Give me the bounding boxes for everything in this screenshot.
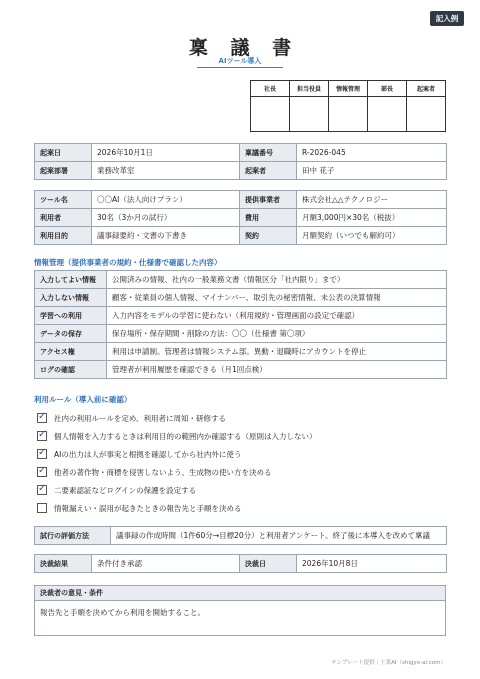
rule-item <box>34 445 446 463</box>
approval-role: 部長 <box>368 81 407 97</box>
approval-role: 情報管理 <box>329 81 368 97</box>
checkbox[interactable] <box>37 467 47 477</box>
field-label: ログの確認 <box>35 361 107 379</box>
field-label: ツール名 <box>35 191 92 209</box>
info-section-heading: 情報管理（提供事業者の規約・仕様書で確認した内容） <box>34 258 222 267</box>
field-value[interactable]: 2026年10月8日 <box>297 555 447 573</box>
field-label: 入力しない情報 <box>35 289 107 307</box>
field-label: 入力してよい情報 <box>35 271 107 289</box>
stamp-box[interactable] <box>290 97 329 132</box>
stamp-box[interactable] <box>329 97 368 132</box>
field-value[interactable]: 利用は申請制。管理者は情報システム部。異動・退職時にアカウントを停止 <box>107 343 447 361</box>
basic-info-table <box>34 143 447 180</box>
field-value[interactable]: 公開済みの情報、社内の一般業務文書（情報区分「社内限り」まで） <box>107 271 447 289</box>
field-label: 稟議番号 <box>240 144 297 162</box>
field-label: 学習への利用 <box>35 307 107 325</box>
field-label: 起案者 <box>240 162 297 180</box>
rule-item <box>34 481 446 499</box>
stamp-box[interactable] <box>407 97 446 132</box>
rule-text: AIの出力は人が事実と根拠を確認してから社内外に使う <box>54 449 242 459</box>
rule-text: 他者の著作物・商標を侵害しないよう、生成物の使い方を決める <box>54 467 272 477</box>
field-value[interactable]: 入力内容をモデルの学習に使わない（利用規約・管理画面の設定で確認） <box>107 307 447 325</box>
rule-item <box>34 463 446 481</box>
subtitle-underline <box>197 67 283 68</box>
approval-role: 担当役員 <box>290 81 329 97</box>
checkbox[interactable] <box>37 431 47 441</box>
field-value[interactable]: R-2026-045 <box>297 144 447 162</box>
field-value[interactable]: 業務改革室 <box>92 162 240 180</box>
approval-stamp-table <box>250 80 446 132</box>
sample-badge: 記入例 <box>430 11 464 26</box>
field-value[interactable]: 顧客・従業員の個人情報、マイナンバー、取引先の秘密情報、未公表の決算情報 <box>107 289 447 307</box>
checkbox[interactable] <box>37 485 47 495</box>
field-label: 決裁者の意見・条件 <box>35 586 445 601</box>
field-label: 決裁結果 <box>35 555 92 573</box>
field-value[interactable]: 議事録の作成時間（1件60分→目標20分）と利用者アンケート。終了後に本導入を改めて稟議 <box>111 527 447 545</box>
field-label: 費用 <box>240 209 297 227</box>
rules-checklist <box>34 409 446 517</box>
field-value[interactable]: 月額契約（いつでも解約可） <box>297 227 447 245</box>
rule-text: 社内の利用ルールを定め、利用者に周知・研修する <box>54 413 227 423</box>
field-label: 利用者 <box>35 209 92 227</box>
field-label: アクセス権 <box>35 343 107 361</box>
footer-credit: テンプレート提供｜士業AI（shigyo-ai.com） <box>331 660 446 666</box>
stamp-box[interactable] <box>251 97 290 132</box>
document-subtitle: AIツール導入 <box>218 57 262 65</box>
field-label: 起案部署 <box>35 162 92 180</box>
checkbox[interactable] <box>37 449 47 459</box>
rules-section-heading: 利用ルール（導入前に確認） <box>34 395 132 404</box>
field-value[interactable]: 月額3,000円×30名（税抜） <box>297 209 447 227</box>
field-value[interactable]: 2026年10月1日 <box>92 144 240 162</box>
field-value[interactable]: 田中 花子 <box>297 162 447 180</box>
field-value[interactable]: 議事録要約・文書の下書き <box>92 227 240 245</box>
approval-role: 起案者 <box>407 81 446 97</box>
field-label: データの保存 <box>35 325 107 343</box>
checkbox[interactable] <box>37 413 47 423</box>
field-label: 起案日 <box>35 144 92 162</box>
field-value[interactable]: 保存場所・保存期間・削除の方法：〇〇（仕様書 第〇項） <box>107 325 447 343</box>
field-label: 利用目的 <box>35 227 92 245</box>
rule-item <box>34 499 446 517</box>
field-label: 試行の評価方法 <box>35 527 111 545</box>
evaluation-table <box>34 526 447 545</box>
approver-opinion-box <box>34 585 446 636</box>
field-value[interactable]: 株式会社△△テクノロジー <box>297 191 447 209</box>
tool-info-table <box>34 190 447 245</box>
field-value[interactable]: 報告先と手順を決めてから利用を開始すること。 <box>40 608 205 617</box>
field-value[interactable]: 条件付き承認 <box>92 555 240 573</box>
field-label: 契約 <box>240 227 297 245</box>
rule-text: 個人情報を入力するときは利用目的の範囲内か確認する（原則は入力しない） <box>54 431 317 441</box>
field-value[interactable]: 管理者が利用履歴を確認できる（月1回点検） <box>107 361 447 379</box>
field-label: 決裁日 <box>240 555 297 573</box>
field-value[interactable]: 〇〇AI（法人向けプラン） <box>92 191 240 209</box>
approval-role: 社長 <box>251 81 290 97</box>
rule-text: 二要素認証などログインの保護を設定する <box>54 485 197 495</box>
info-management-table <box>34 270 447 379</box>
field-label: 提供事業者 <box>240 191 297 209</box>
checkbox[interactable] <box>37 503 47 513</box>
rule-text: 情報漏えい・誤用が起きたときの報告先と手順を決める <box>54 503 242 513</box>
stamp-box[interactable] <box>368 97 407 132</box>
rule-item <box>34 409 446 427</box>
decision-table <box>34 554 447 573</box>
rule-item <box>34 427 446 445</box>
document-title: 稟 議 書 <box>188 37 300 59</box>
field-value[interactable]: 30名（3か月の試行） <box>92 209 240 227</box>
